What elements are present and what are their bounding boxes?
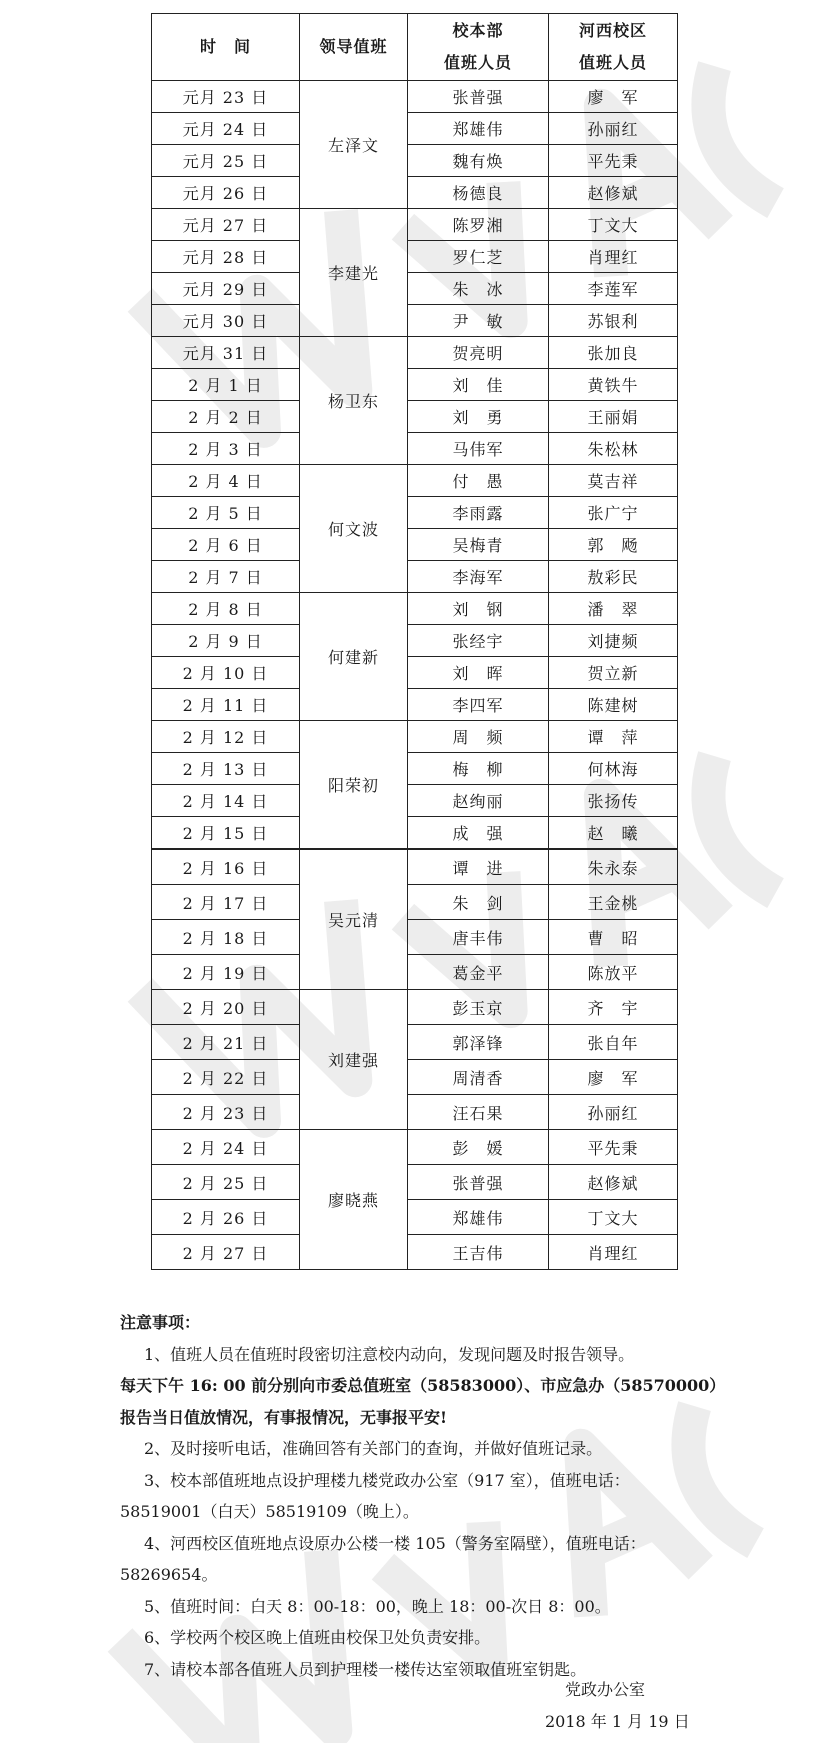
table-row [152, 1130, 678, 1165]
leader-cell: 吴元清 [300, 849, 408, 990]
table-row [152, 113, 678, 145]
hexi-campus-staff-cell: 陈放平 [549, 955, 678, 990]
main-campus-staff-cell: 谭 进 [408, 849, 549, 885]
hexi-campus-staff-cell: 平先秉 [549, 1130, 678, 1165]
date-cell: 2 月 11 日 [152, 689, 300, 721]
table-row [152, 990, 678, 1025]
date-cell: 2 月 12 日 [152, 721, 300, 753]
main-campus-staff-cell: 贺亮明 [408, 337, 549, 369]
table-row [152, 1025, 678, 1060]
table-row [152, 721, 678, 753]
table-row [152, 369, 678, 401]
table-row [152, 785, 678, 817]
hexi-campus-staff-cell: 孙丽红 [549, 113, 678, 145]
table-row [152, 273, 678, 305]
table-row [152, 561, 678, 593]
table-row [152, 753, 678, 785]
hexi-campus-staff-cell: 张广宁 [549, 497, 678, 529]
hexi-campus-staff-cell: 赵修斌 [549, 177, 678, 209]
date-cell: 2 月 18 日 [152, 920, 300, 955]
header-leader: 领导值班 [300, 14, 408, 81]
table-row [152, 689, 678, 721]
date-cell: 2 月 3 日 [152, 433, 300, 465]
date-cell: 2 月 23 日 [152, 1095, 300, 1130]
table-row [152, 625, 678, 657]
note-7: 7、请校本部各值班人员到护理楼一楼传达室领取值班室钥匙。 [144, 1659, 587, 1679]
main-campus-staff-cell: 彭 媛 [408, 1130, 549, 1165]
date-cell: 元月 24 日 [152, 113, 300, 145]
table-row [152, 955, 678, 990]
notes-section [120, 1307, 750, 1685]
main-campus-staff-cell: 刘 晖 [408, 657, 549, 689]
table-row [152, 593, 678, 625]
date-cell: 2 月 17 日 [152, 885, 300, 920]
date-cell: 2 月 16 日 [152, 849, 300, 885]
table-row [152, 177, 678, 209]
main-campus-staff-cell: 朱 冰 [408, 273, 549, 305]
date-cell: 元月 29 日 [152, 273, 300, 305]
leader-cell: 李建光 [300, 209, 408, 337]
main-campus-staff-cell: 李四军 [408, 689, 549, 721]
header-hexi-line1: 河西校区 [578, 21, 647, 40]
note-3a: 3、校本部值班地点设护理楼九楼党政办公室（917 室），值班电话： [144, 1470, 630, 1490]
hexi-campus-staff-cell: 刘捷频 [549, 625, 678, 657]
hexi-campus-staff-cell: 赵 曦 [549, 817, 678, 850]
duty-schedule-table [151, 13, 678, 1270]
main-campus-staff-cell: 赵绚丽 [408, 785, 549, 817]
table-header-row [152, 14, 678, 81]
leader-cell: 廖晓燕 [300, 1130, 408, 1270]
main-campus-staff-cell: 罗仁芝 [408, 241, 549, 273]
hexi-campus-staff-cell: 李莲军 [549, 273, 678, 305]
date-cell: 2 月 4 日 [152, 465, 300, 497]
date-cell: 元月 27 日 [152, 209, 300, 241]
date-cell: 2 月 25 日 [152, 1165, 300, 1200]
hexi-campus-staff-cell: 贺立新 [549, 657, 678, 689]
note-2: 2、及时接听电话，准确回答有关部门的查询，并做好值班记录。 [144, 1439, 603, 1458]
main-campus-staff-cell: 朱 剑 [408, 885, 549, 920]
header-hexi-campus [549, 14, 678, 81]
date-cell: 元月 30 日 [152, 305, 300, 337]
header-main-line2: 值班人员 [443, 53, 512, 72]
header-time: 时 间 [152, 14, 300, 81]
note-bold-line2: 报告当日值放情况，有事报情况，无事报平安! [120, 1407, 448, 1427]
table-row [152, 1060, 678, 1095]
date-cell: 2 月 10 日 [152, 657, 300, 689]
main-campus-staff-cell: 刘 佳 [408, 369, 549, 401]
leader-cell: 左泽文 [300, 81, 408, 209]
date-cell: 2 月 24 日 [152, 1130, 300, 1165]
note-5: 5、值班时间：白天 8：00-18：00，晚上 18：00-次日 8：00。 [144, 1596, 611, 1616]
hexi-campus-staff-cell: 潘 翠 [549, 593, 678, 625]
date-cell: 2 月 27 日 [152, 1235, 300, 1270]
hexi-campus-staff-cell: 丁文大 [549, 209, 678, 241]
date-cell: 2 月 20 日 [152, 990, 300, 1025]
header-main-campus [408, 14, 549, 81]
table-row [152, 433, 678, 465]
main-campus-staff-cell: 刘 勇 [408, 401, 549, 433]
date-cell: 2 月 22 日 [152, 1060, 300, 1095]
main-campus-staff-cell: 李雨露 [408, 497, 549, 529]
note-6: 6、学校两个校区晚上值班由校保卫处负责安排。 [144, 1628, 491, 1647]
hexi-campus-staff-cell: 谭 萍 [549, 721, 678, 753]
main-campus-staff-cell: 魏有焕 [408, 145, 549, 177]
date-cell: 元月 28 日 [152, 241, 300, 273]
table-row [152, 241, 678, 273]
date-cell: 2 月 14 日 [152, 785, 300, 817]
hexi-campus-staff-cell: 张自年 [549, 1025, 678, 1060]
table-row [152, 817, 678, 850]
hexi-campus-staff-cell: 张扬传 [549, 785, 678, 817]
hexi-campus-staff-cell: 郭 飏 [549, 529, 678, 561]
table-row [152, 401, 678, 433]
signature-office: 党政办公室 [565, 1680, 646, 1699]
hexi-campus-staff-cell: 敖彩民 [549, 561, 678, 593]
date-cell: 元月 26 日 [152, 177, 300, 209]
date-cell: 2 月 5 日 [152, 497, 300, 529]
hexi-campus-staff-cell: 孙丽红 [549, 1095, 678, 1130]
note-4a: 4、河西校区值班地点设原办公楼一楼 105（警务室隔壁），值班电话： [144, 1533, 646, 1553]
main-campus-staff-cell: 葛金平 [408, 955, 549, 990]
table-row [152, 1165, 678, 1200]
main-campus-staff-cell: 吴梅青 [408, 529, 549, 561]
main-campus-staff-cell: 刘 钢 [408, 593, 549, 625]
signature-date: 2018 年 1 月 19 日 [545, 1712, 690, 1731]
table-row [152, 1235, 678, 1270]
hexi-campus-staff-cell: 陈建树 [549, 689, 678, 721]
main-campus-staff-cell: 张普强 [408, 81, 549, 113]
header-main-line1: 校本部 [452, 21, 504, 40]
table-row [152, 849, 678, 885]
hexi-campus-staff-cell: 王丽娟 [549, 401, 678, 433]
leader-cell: 何文波 [300, 465, 408, 593]
hexi-campus-staff-cell: 肖理红 [549, 1235, 678, 1270]
hexi-campus-staff-cell: 齐 宇 [549, 990, 678, 1025]
notes-title: 注意事项： [120, 1313, 201, 1332]
date-cell: 元月 23 日 [152, 81, 300, 113]
hexi-campus-staff-cell: 赵修斌 [549, 1165, 678, 1200]
main-campus-staff-cell: 唐丰伟 [408, 920, 549, 955]
date-cell: 元月 25 日 [152, 145, 300, 177]
table-row [152, 885, 678, 920]
table-row [152, 529, 678, 561]
main-campus-staff-cell: 彭玉京 [408, 990, 549, 1025]
table-row [152, 209, 678, 241]
date-cell: 2 月 9 日 [152, 625, 300, 657]
note-4b: 58269654。 [120, 1565, 218, 1584]
note-bold-line1: 每天下午 16: 00 前分别向市委总值班室（58583000）、市应急办（58570000） [120, 1376, 726, 1395]
table-row [152, 305, 678, 337]
main-campus-staff-cell: 周清香 [408, 1060, 549, 1095]
date-cell: 2 月 21 日 [152, 1025, 300, 1060]
main-campus-staff-cell: 李海军 [408, 561, 549, 593]
main-campus-staff-cell: 周 频 [408, 721, 549, 753]
hexi-campus-staff-cell: 莫吉祥 [549, 465, 678, 497]
hexi-campus-staff-cell: 朱松林 [549, 433, 678, 465]
main-campus-staff-cell: 郑雄伟 [408, 113, 549, 145]
main-campus-staff-cell: 张经宇 [408, 625, 549, 657]
leader-cell: 何建新 [300, 593, 408, 721]
main-campus-staff-cell: 成 强 [408, 817, 549, 850]
table-row [152, 657, 678, 689]
main-campus-staff-cell: 马伟军 [408, 433, 549, 465]
table-row [152, 337, 678, 369]
date-cell: 2 月 6 日 [152, 529, 300, 561]
date-cell: 2 月 8 日 [152, 593, 300, 625]
date-cell: 2 月 26 日 [152, 1200, 300, 1235]
hexi-campus-staff-cell: 廖 军 [549, 1060, 678, 1095]
header-hexi-line2: 值班人员 [578, 53, 647, 72]
leader-cell: 刘建强 [300, 990, 408, 1130]
main-campus-staff-cell: 付 愚 [408, 465, 549, 497]
table-row [152, 1095, 678, 1130]
hexi-campus-staff-cell: 王金桃 [549, 885, 678, 920]
hexi-campus-staff-cell: 平先秉 [549, 145, 678, 177]
hexi-campus-staff-cell: 朱永泰 [549, 849, 678, 885]
main-campus-staff-cell: 杨德良 [408, 177, 549, 209]
leader-cell: 杨卫东 [300, 337, 408, 465]
main-campus-staff-cell: 王吉伟 [408, 1235, 549, 1270]
hexi-campus-staff-cell: 何林海 [549, 753, 678, 785]
date-cell: 2 月 1 日 [152, 369, 300, 401]
main-campus-staff-cell: 陈罗湘 [408, 209, 549, 241]
main-campus-staff-cell: 郭泽锋 [408, 1025, 549, 1060]
note-3b: 58519001（白天）58519109（晚上）。 [120, 1502, 419, 1521]
table-row [152, 497, 678, 529]
hexi-campus-staff-cell: 廖 军 [549, 81, 678, 113]
main-campus-staff-cell: 梅 柳 [408, 753, 549, 785]
hexi-campus-staff-cell: 肖理红 [549, 241, 678, 273]
table-row [152, 145, 678, 177]
table-row [152, 1200, 678, 1235]
date-cell: 2 月 19 日 [152, 955, 300, 990]
hexi-campus-staff-cell: 张加良 [549, 337, 678, 369]
leader-cell: 阳荣初 [300, 721, 408, 850]
hexi-campus-staff-cell: 曹 昭 [549, 920, 678, 955]
table-row [152, 465, 678, 497]
date-cell: 2 月 15 日 [152, 817, 300, 850]
table-row [152, 81, 678, 113]
hexi-campus-staff-cell: 黄铁牛 [549, 369, 678, 401]
main-campus-staff-cell: 尹 敏 [408, 305, 549, 337]
main-campus-staff-cell: 张普强 [408, 1165, 549, 1200]
date-cell: 2 月 2 日 [152, 401, 300, 433]
table-row [152, 920, 678, 955]
date-cell: 元月 31 日 [152, 337, 300, 369]
date-cell: 2 月 7 日 [152, 561, 300, 593]
date-cell: 2 月 13 日 [152, 753, 300, 785]
hexi-campus-staff-cell: 丁文大 [549, 1200, 678, 1235]
note-1: 1、值班人员在值班时段密切注意校内动向，发现问题及时报告领导。 [144, 1344, 635, 1364]
main-campus-staff-cell: 汪石果 [408, 1095, 549, 1130]
hexi-campus-staff-cell: 苏银利 [549, 305, 678, 337]
main-campus-staff-cell: 郑雄伟 [408, 1200, 549, 1235]
